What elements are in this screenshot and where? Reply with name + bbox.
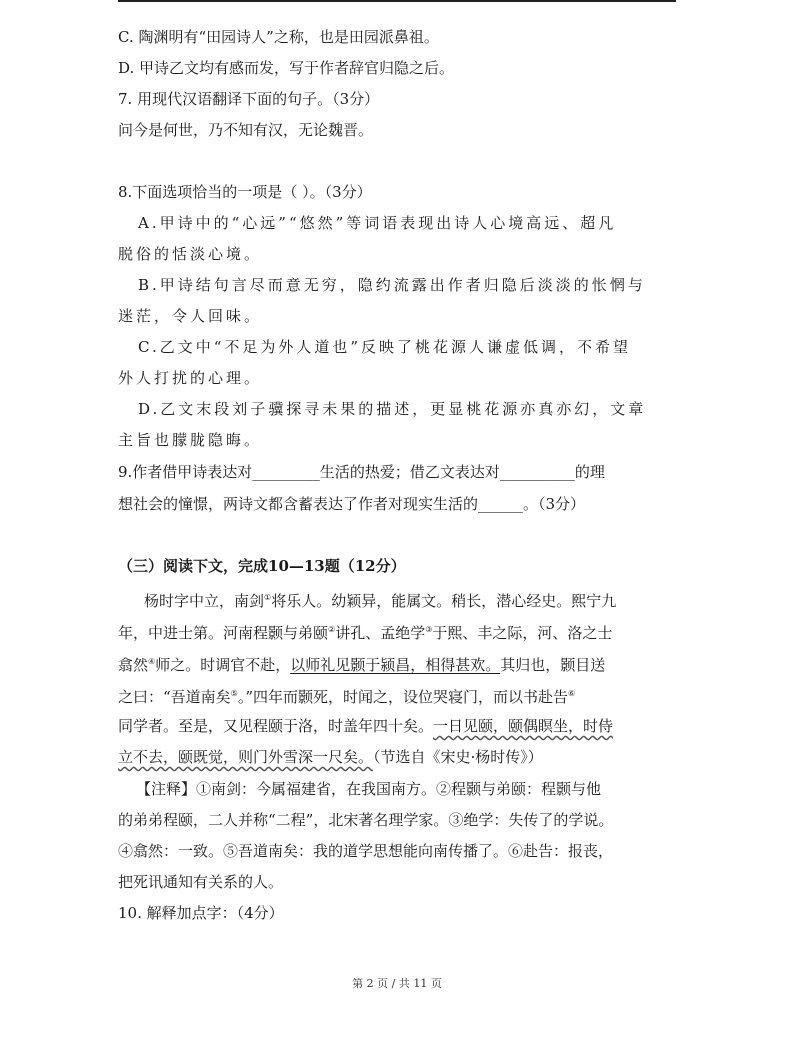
passage-line-6: 立不去，颐既觉，则门外雪深一尺矣。（节选自《宋史·杨时传》） — [118, 748, 543, 766]
underlined-sentence: 以师礼见颢于颍昌，相得甚欢。 — [290, 656, 501, 674]
annotation-line-4: 把死讯通知有关系的人。 — [118, 873, 284, 891]
q8-option-d-line2: 主旨也朦胧隐晦。 — [118, 431, 263, 449]
q8-option-d-line1: D.乙文末段刘子骥探寻未果的描述，更显桃花源亦真亦幻，文章 — [138, 400, 647, 418]
passage-line-4: 之曰：“吾道南矣⑤。”四年而颢死，时闻之，设位哭寝门，而以书赴告⑥ — [118, 688, 576, 706]
question-10: 10. 解释加点字：（4分） — [118, 904, 284, 922]
q8-option-c-line2: 外人打扰的心理。 — [118, 369, 263, 387]
q8-option-a-line2: 脱俗的恬淡心境。 — [118, 245, 263, 263]
question-8: 8.下面选项恰当的一项是（ ）。（3分） — [118, 183, 372, 201]
question-7-sentence: 问今是何世，乃不知有汉，无论魏晋。 — [118, 121, 374, 139]
passage-line-1: 杨时字中立，南剑①将乐人。幼颖异，能属文。稍长，潜心经史。熙宁九 — [144, 592, 617, 610]
q8-option-c-line1: C.乙文中“不足为外人道也”反映了桃花源人谦虚低调，不希望 — [138, 338, 632, 356]
option-d: D. 甲诗乙文均有感而发，写于作者辞官归隐之后。 — [118, 59, 455, 77]
annotation-line-3: ④翕然：一致。⑤吾道南矣：我的道学思想能向南传播了。⑥赴告：报丧， — [118, 842, 614, 860]
question-7: 7. 用现代汉语翻译下面的句子。（3分） — [118, 90, 380, 108]
passage-line-2: 年，中进士第。河南程颢与弟颐②讲孔、孟绝学③于熙、丰之际，河、洛之士 — [118, 624, 613, 642]
top-rule — [118, 0, 676, 2]
q8-option-b-line1: B.甲诗结句言尽而意无穷，隐约流露出作者归隐后淡淡的怅惘与 — [138, 276, 646, 294]
question-9-line2: 想社会的憧憬，两诗文都含蓄表达了作者对现实生活的______。（3分） — [118, 495, 586, 513]
wavy-underlined-text-2: 立不去，颐既觉，则门外雪深一尺矣。 — [118, 748, 374, 766]
option-c: C. 陶渊明有“田园诗人”之称，也是田园派鼻祖。 — [118, 28, 439, 46]
wavy-underlined-text: 一日见颐，颐偶瞑坐，时侍 — [433, 717, 614, 735]
passage-line-3: 翕然④师之。时调官不赴，以师礼见颢于颍昌，相得甚欢。其归也，颢目送 — [118, 656, 606, 674]
question-9-line1: 9.作者借甲诗表达对_________生活的热爱；借乙文表达对__________的理 — [118, 463, 605, 481]
annotation-line-1: 【注释】①南剑：今属福建省，在我国南方。②程颢与弟颐：程颢与他 — [136, 780, 602, 798]
page-footer: 第 2 页 / 共 11 页 — [352, 977, 442, 990]
section-3-heading: （三）阅读下文，完成10—13题（12分） — [118, 557, 406, 575]
q8-option-b-line2: 迷茫，令人回味。 — [118, 307, 263, 325]
q8-option-a-line1: A.甲诗中的“心远”“悠然”等词语表现出诗人心境高远、超凡 — [138, 214, 617, 232]
passage-line-5: 同学者。至是，又见程颐于洛，时盖年四十矣。一日见颐，颐偶瞑坐，时侍 — [118, 717, 614, 735]
annotation-line-2: 的弟弟程颐，二人并称“二程”，北宋著名理学家。③绝学：失传了的学说。 — [118, 811, 614, 829]
